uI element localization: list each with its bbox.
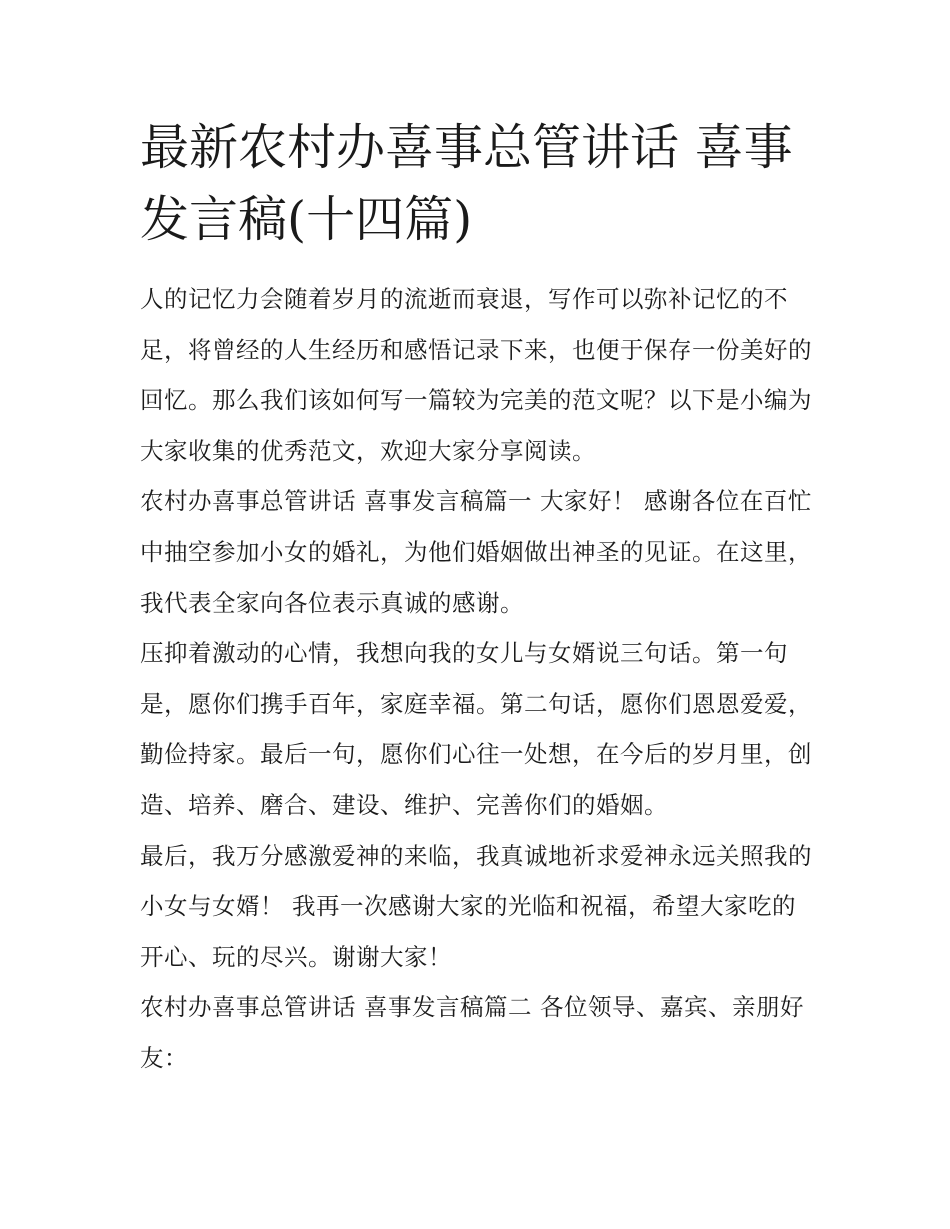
closing-thanks-paragraph: 最后，我万分感激爱神的来临，我真诚地祈求爱神永远关照我的小女与女婿！ 我再一次感谢大家的光临和祝福，希望大家吃的开心、玩的尽兴。谢谢大家！ xyxy=(140,841,812,971)
speech-one-opening-paragraph: 农村办喜事总管讲话 喜事发言稿篇一 大家好！ 感谢各位在百忙中抽空参加小女的婚礼，为他们婚姻做出神圣的见证。在这里，我代表全家向各位表示真诚的感谢。 xyxy=(140,487,812,617)
intro-paragraph: 人的记忆力会随着岁月的流逝而衰退，写作可以弥补记忆的不足，将曾经的人生经历和感悟记录下来，也便于保存一份美好的回忆。那么我们该如何写一篇较为完美的范文呢？以下是小编为大家收集的优秀范文，欢迎大家分享阅读。 xyxy=(140,285,812,465)
speech-two-opening-paragraph: 农村办喜事总管讲话 喜事发言稿篇二 各位领导、嘉宾、亲朋好友： xyxy=(140,993,804,1072)
three-wishes-paragraph: 压抑着激动的心情，我想向我的女儿与女婿说三句话。第一句是，愿你们携手百年，家庭幸福。第二句话，愿你们恩恩爱爱，勤俭持家。最后一句，愿你们心往一处想，在今后的岁月里，创造、培养、磨合、建设、维护、完善你们的婚姻。 xyxy=(140,639,812,819)
document-page xyxy=(140,112,812,1084)
document-title: 最新农村办喜事总管讲话 喜事发言稿(十四篇) xyxy=(140,119,793,248)
